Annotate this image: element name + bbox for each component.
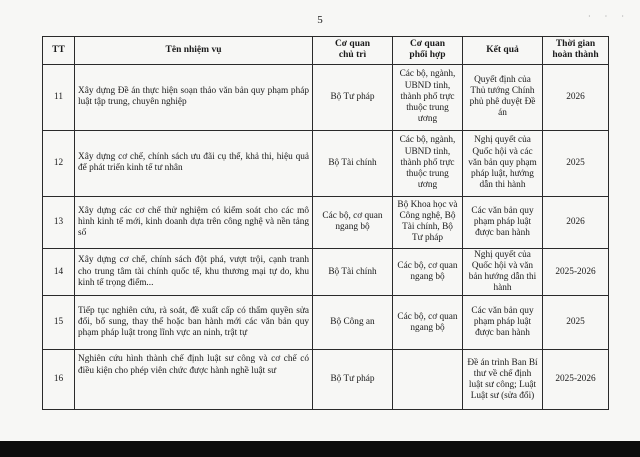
row-tt: 14 — [43, 248, 75, 296]
header-lead-line2: chủ trì — [338, 50, 367, 61]
row-coord: Các bộ, cơ quan ngang bộ — [393, 296, 463, 350]
header-time-line1: Thời gian — [555, 39, 596, 49]
header-task: Tên nhiệm vụ — [75, 37, 313, 65]
row-coord — [393, 350, 463, 410]
row-time: 2026 — [543, 196, 609, 248]
row-tt: 11 — [43, 64, 75, 130]
row-result: Nghị quyết của Quốc hội và văn bản hướng dẫn thi hành — [463, 248, 543, 296]
row-task: Xây dựng cơ chế, chính sách ưu đãi cụ thể, khả thi, hiệu quả để phát triển kinh tế tư nhân — [75, 130, 313, 196]
row-result: Các văn bản quy phạm pháp luật được ban hành — [463, 196, 543, 248]
header-result: Kết quả — [463, 37, 543, 65]
table-row — [43, 196, 609, 248]
table-row — [43, 64, 609, 130]
row-time: 2025 — [543, 130, 609, 196]
row-lead: Bộ Tư pháp — [313, 64, 393, 130]
row-coord: Bộ Khoa học và Công nghệ, Bộ Tài chính, Bộ Tư pháp — [393, 196, 463, 248]
row-time: 2026 — [543, 64, 609, 130]
row-task: Xây dựng Đề án thực hiện soạn thảo văn bản quy phạm pháp luật tập trung, chuyên nghiệp — [75, 64, 313, 130]
header-lead — [313, 37, 393, 65]
scan-bottom-edge — [0, 441, 640, 457]
row-task: Nghiên cứu hình thành chế định luật sư công và cơ chế có điều kiện cho phép viên chức được hành nghề luật sư — [75, 350, 313, 410]
row-lead: Bộ Tư pháp — [313, 350, 393, 410]
table-header-row — [43, 37, 609, 65]
page-number: 5 — [317, 14, 323, 26]
row-result: Các văn bản quy phạm pháp luật được ban hành — [463, 296, 543, 350]
row-lead: Các bộ, cơ quan ngang bộ — [313, 196, 393, 248]
row-task: Xây dựng cơ chế, chính sách đột phá, vượt trội, cạnh tranh cho trung tâm tài chính quốc tế, khu thương mại tự do, khu kinh tế trọng điểm... — [75, 248, 313, 296]
row-coord: Các bộ, ngành, UBND tỉnh, thành phố trực thuộc trung ương — [393, 64, 463, 130]
scan-speckle: · · · — [588, 12, 630, 21]
row-lead: Bộ Tài chính — [313, 130, 393, 196]
row-coord: Các bộ, cơ quan ngang bộ — [393, 248, 463, 296]
header-time — [543, 37, 609, 65]
row-tt: 12 — [43, 130, 75, 196]
table-row — [43, 350, 609, 410]
row-lead: Bộ Công an — [313, 296, 393, 350]
row-lead: Bộ Tài chính — [313, 248, 393, 296]
row-result: Đề án trình Ban Bí thư về chế định luật sư công; Luật Luật sư (sửa đổi) — [463, 350, 543, 410]
table-row — [43, 130, 609, 196]
header-tt: TT — [43, 37, 75, 65]
row-time: 2025-2026 — [543, 248, 609, 296]
row-coord: Các bộ, ngành, UBND tỉnh, thành phố trực thuộc trung ương — [393, 130, 463, 196]
task-table — [42, 36, 609, 410]
header-coord-line1: Cơ quan — [409, 39, 446, 49]
row-time: 2025 — [543, 296, 609, 350]
header-time-line2: hoàn thành — [552, 50, 599, 61]
header-lead-line1: Cơ quan — [334, 39, 371, 49]
row-tt: 13 — [43, 196, 75, 248]
row-result: Quyết định của Thủ tướng Chính phủ phê duyệt Đề án — [463, 64, 543, 130]
table-row — [43, 296, 609, 350]
row-tt: 16 — [43, 350, 75, 410]
row-result: Nghị quyết của Quốc hội và các văn bản quy phạm pháp luật, hướng dẫn thi hành — [463, 130, 543, 196]
row-tt: 15 — [43, 296, 75, 350]
header-coord — [393, 37, 463, 65]
row-task: Xây dựng các cơ chế thử nghiệm có kiểm soát cho các mô hình kinh tế mới, kinh doanh dựa trên công nghệ và nền tảng số — [75, 196, 313, 248]
row-time: 2025-2026 — [543, 350, 609, 410]
table-row — [43, 248, 609, 296]
row-task: Tiếp tục nghiên cứu, rà soát, đề xuất cấp có thẩm quyền sửa đổi, bổ sung, thay thế hoặc ban hành mới các văn bản quy phạm pháp luật trong lĩnh vực an ninh, trật tự — [75, 296, 313, 350]
header-coord-line2: phối hợp — [409, 50, 446, 61]
